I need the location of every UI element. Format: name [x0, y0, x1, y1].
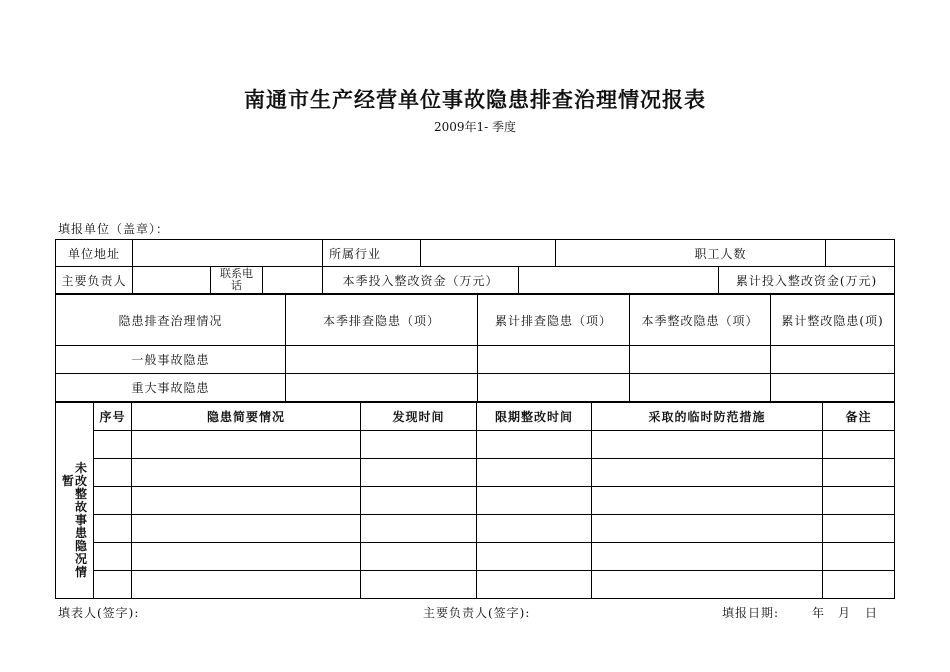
side-label-col2: [75, 462, 87, 579]
date-year-label: 年: [812, 606, 826, 620]
date-day-label: 日: [865, 606, 879, 620]
industry-value[interactable]: [421, 240, 556, 267]
cell[interactable]: [132, 571, 361, 599]
cell[interactable]: [94, 431, 132, 459]
summary-header-status: 隐患排查治理情况: [56, 295, 286, 346]
major-hazard-label: 重大事故隐患: [56, 374, 286, 402]
cell[interactable]: [823, 515, 895, 543]
cell[interactable]: [361, 431, 477, 459]
date-month-label: 月: [838, 606, 852, 620]
cell[interactable]: [132, 459, 361, 487]
manager-signature-label: 主要负责人(签字):: [423, 606, 531, 620]
report-date-label: 填报日期:: [722, 606, 780, 620]
report-period: 2009年1- 季度: [433, 120, 517, 134]
side-char: 改: [75, 474, 88, 488]
header-temp-measures: 采取的临时防范措施: [592, 403, 823, 431]
cell[interactable]: [592, 459, 823, 487]
manager-value[interactable]: [133, 267, 211, 294]
quarter-fund-label: 本季投入整改资金（万元）: [323, 267, 519, 294]
side-char: 情: [75, 565, 88, 579]
phone-label-line2: 话: [231, 279, 242, 292]
industry-label: 所属行业: [323, 240, 421, 267]
cell[interactable]: [477, 487, 592, 515]
unit-info-table: [55, 239, 895, 294]
cell[interactable]: [592, 515, 823, 543]
side-char: 隐: [75, 539, 88, 553]
side-char: 患: [75, 526, 88, 540]
table-row: [56, 515, 895, 543]
summary-row-major: [56, 374, 895, 402]
cell[interactable]: [361, 459, 477, 487]
address-value[interactable]: [133, 240, 323, 267]
general-total-found[interactable]: [478, 346, 630, 374]
major-quarter-fixed[interactable]: [630, 374, 771, 402]
total-fund-label: 累计投入整改资金(万元): [719, 267, 895, 294]
employees-label: 职工人数: [556, 240, 826, 267]
general-quarter-fixed[interactable]: [630, 346, 771, 374]
cell[interactable]: [823, 571, 895, 599]
cell[interactable]: [477, 543, 592, 571]
table-row: [56, 487, 895, 515]
unrectified-side-label: [56, 403, 94, 599]
cell[interactable]: [132, 487, 361, 515]
major-total-found[interactable]: [478, 374, 630, 402]
reporting-unit-label: 填报单位（盖章）：: [58, 222, 170, 236]
table-row: [56, 571, 895, 599]
major-total-fixed[interactable]: [771, 374, 895, 402]
summary-header-quarter-found: 本季排查隐患（项）: [286, 295, 478, 346]
header-remarks: 备注: [823, 403, 895, 431]
quarter-fund-value[interactable]: [519, 267, 719, 294]
cell[interactable]: [823, 543, 895, 571]
cell[interactable]: [592, 431, 823, 459]
cell[interactable]: [132, 515, 361, 543]
cell[interactable]: [94, 487, 132, 515]
general-total-fixed[interactable]: [771, 346, 895, 374]
cell[interactable]: [94, 543, 132, 571]
general-quarter-found[interactable]: [286, 346, 478, 374]
summary-table: [55, 294, 895, 402]
cell[interactable]: [823, 487, 895, 515]
summary-header-total-fixed: 累计整改隐患(项): [771, 295, 895, 346]
cell[interactable]: [361, 487, 477, 515]
header-serial: 序号: [94, 403, 132, 431]
side-char: 整: [75, 487, 88, 501]
summary-header-total-found: 累计排查隐患（项）: [478, 295, 630, 346]
manager-label: 主要负责人: [56, 267, 133, 294]
unrectified-hazards-table: [55, 402, 895, 599]
table-row: [56, 543, 895, 571]
cell[interactable]: [361, 543, 477, 571]
side-char: 故: [75, 500, 88, 514]
cell[interactable]: [477, 459, 592, 487]
cell[interactable]: [592, 543, 823, 571]
header-deadline: 限期整改时间: [477, 403, 592, 431]
table-row: [56, 431, 895, 459]
report-title: 南通市生产经营单位事故隐患排查治理情况报表: [244, 88, 706, 112]
address-label: 单位地址: [56, 240, 133, 267]
phone-label-line1: 联系电: [220, 267, 253, 280]
side-char: 事: [75, 513, 88, 527]
cell[interactable]: [477, 431, 592, 459]
phone-value[interactable]: [263, 267, 323, 294]
cell[interactable]: [132, 543, 361, 571]
major-quarter-found[interactable]: [286, 374, 478, 402]
cell[interactable]: [94, 459, 132, 487]
side-char: 未: [75, 461, 88, 475]
cell[interactable]: [592, 571, 823, 599]
cell[interactable]: [361, 571, 477, 599]
summary-row-general: [56, 346, 895, 374]
cell[interactable]: [823, 431, 895, 459]
general-hazard-label: 一般事故隐患: [56, 346, 286, 374]
employees-value[interactable]: [826, 240, 895, 267]
filler-signature-label: 填表人(签字):: [58, 606, 140, 620]
header-found-time: 发现时间: [361, 403, 477, 431]
cell[interactable]: [823, 459, 895, 487]
header-hazard-summary: 隐患简要情况: [132, 403, 361, 431]
cell[interactable]: [592, 487, 823, 515]
summary-header-quarter-fixed: 本季整改隐患（项）: [630, 295, 771, 346]
phone-label: [211, 267, 263, 294]
side-char: 暂: [61, 474, 74, 488]
table-row: [56, 459, 895, 487]
side-label-col1: [62, 462, 74, 579]
side-char: 况: [75, 552, 88, 566]
cell[interactable]: [94, 515, 132, 543]
cell[interactable]: [94, 571, 132, 599]
cell[interactable]: [477, 571, 592, 599]
cell[interactable]: [477, 515, 592, 543]
cell[interactable]: [361, 515, 477, 543]
cell[interactable]: [132, 431, 361, 459]
